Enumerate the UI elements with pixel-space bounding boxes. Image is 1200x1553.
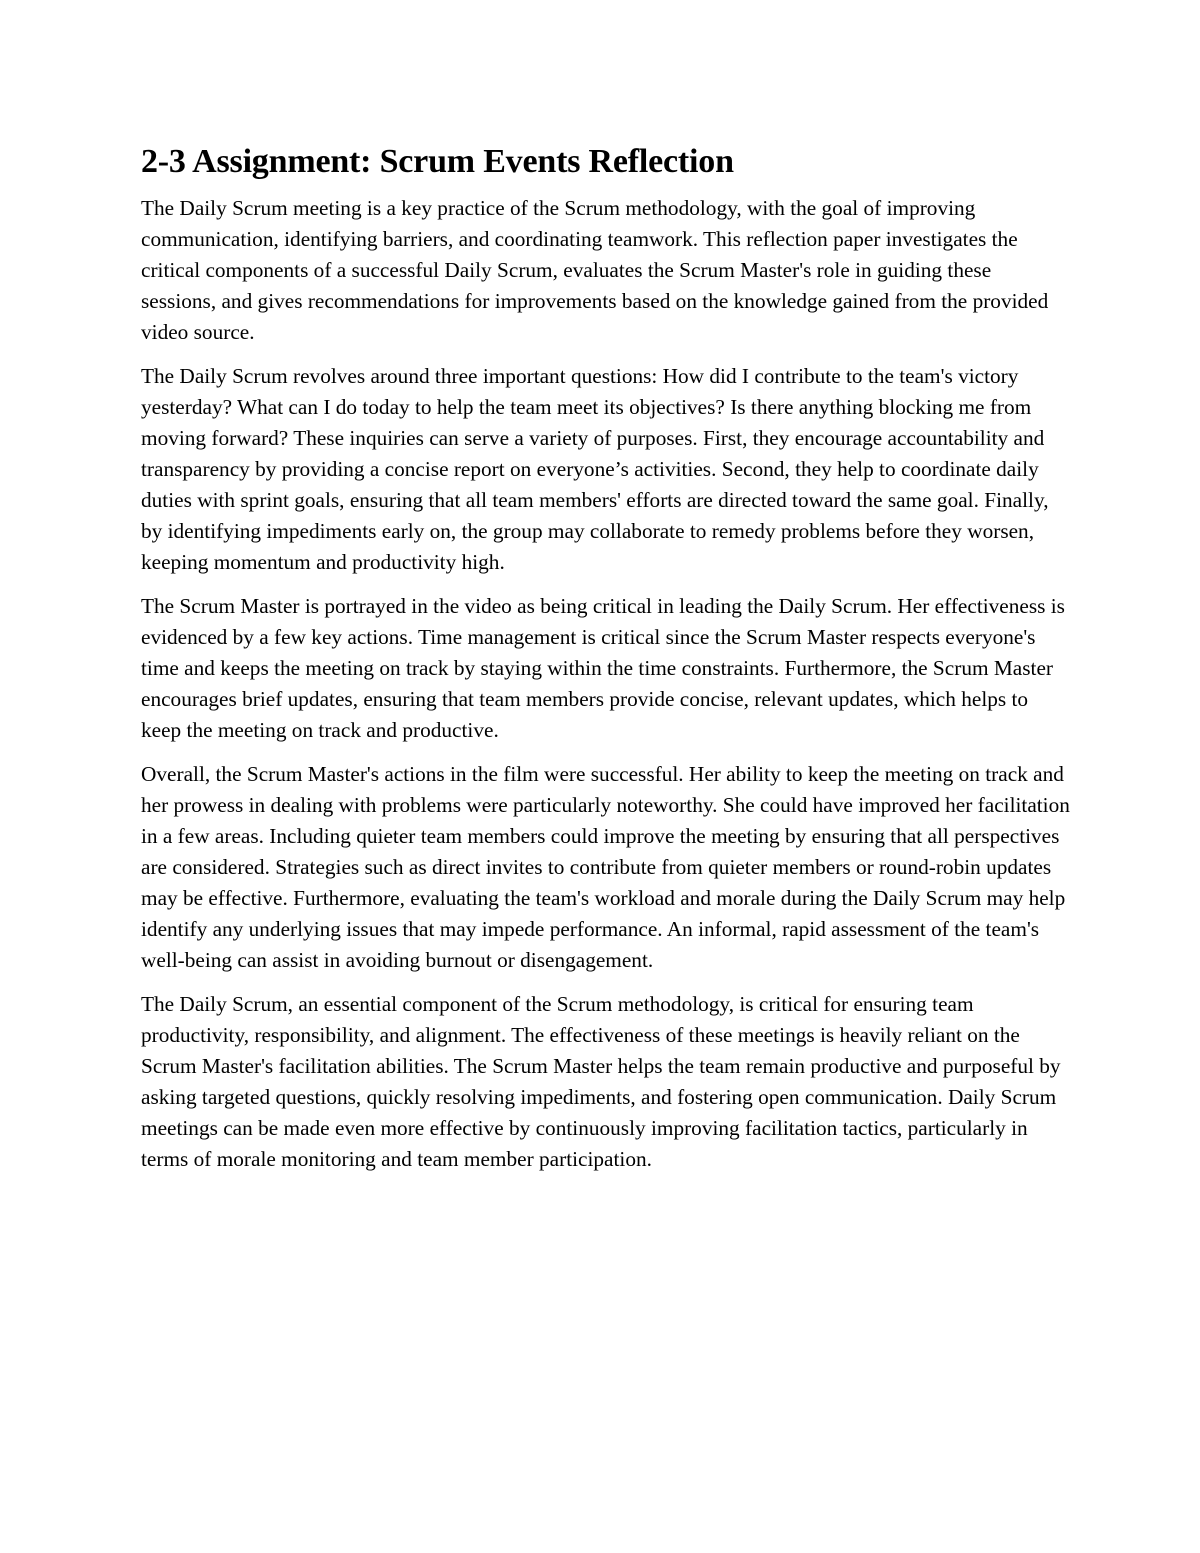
paragraph-scrum-master-role: The Scrum Master is portrayed in the video as being critical in leading the Daily Scrum. Her effectiveness is evidenced by a few key actions. Time management is critical since the Scrum Master respects everyone's time and keeps the meeting on track by staying within the time constraints. Furthermore, the Scrum Master encourages brief updates, ensuring that team members provide concise, relevant updates, which helps to keep the meeting on track and productive. bbox=[141, 594, 1065, 742]
paragraph-evaluation: Overall, the Scrum Master's actions in the film were successful. Her ability to keep the meeting on track and her prowess in dealing with problems were particularly noteworthy. She could have improved her facilitation in a few areas. Including quieter team members could improve the meeting by ensuring that all perspectives are considered. Strategies such as direct invites to contribute from quieter members or round-robin updates may be effective. Furthermore, evaluating the team's workload and morale during the Daily Scrum may help identify any underlying issues that may impede performance. An informal, rapid assessment of the team's well-being can assist in avoiding burnout or disengagement. bbox=[141, 762, 1070, 972]
paragraph-conclusion: The Daily Scrum, an essential component of the Scrum methodology, is critical for ensuring team productivity, responsibility, and alignment. The effectiveness of these meetings is heavily reliant on the Scrum Master's facilitation abilities. The Scrum Master helps the team remain productive and purposeful by asking targeted questions, quickly resolving impediments, and fostering open communication. Daily Scrum meetings can be made even more effective by continuously improving facilitation tactics, particularly in terms of morale monitoring and team member participation. bbox=[141, 992, 1061, 1171]
paragraph-three-questions: The Daily Scrum revolves around three important questions: How did I contribute to the team's victory yesterday? What can I do today to help the team meet its objectives? Is there anything blocking me from moving forward? These inquiries can serve a variety of purposes. First, they encourage accountability and transparency by providing a concise report on everyone’s activities. Second, they help to coordinate daily duties with sprint goals, ensuring that all team members' efforts are directed toward the same goal. Finally, by identifying impediments early on, the group may collaborate to remedy problems before they worsen, keeping momentum and productivity high. bbox=[141, 364, 1049, 574]
document-title: 2-3 Assignment: Scrum Events Reflection bbox=[141, 143, 734, 180]
document-page bbox=[141, 140, 1071, 1188]
paragraph-intro: The Daily Scrum meeting is a key practice of the Scrum methodology, with the goal of improving communication, identifying barriers, and coordinating teamwork. This reflection paper investigates the critical components of a successful Daily Scrum, evaluates the Scrum Master's role in guiding these sessions, and gives recommendations for improvements based on the knowledge gained from the provided video source. bbox=[141, 196, 1049, 344]
